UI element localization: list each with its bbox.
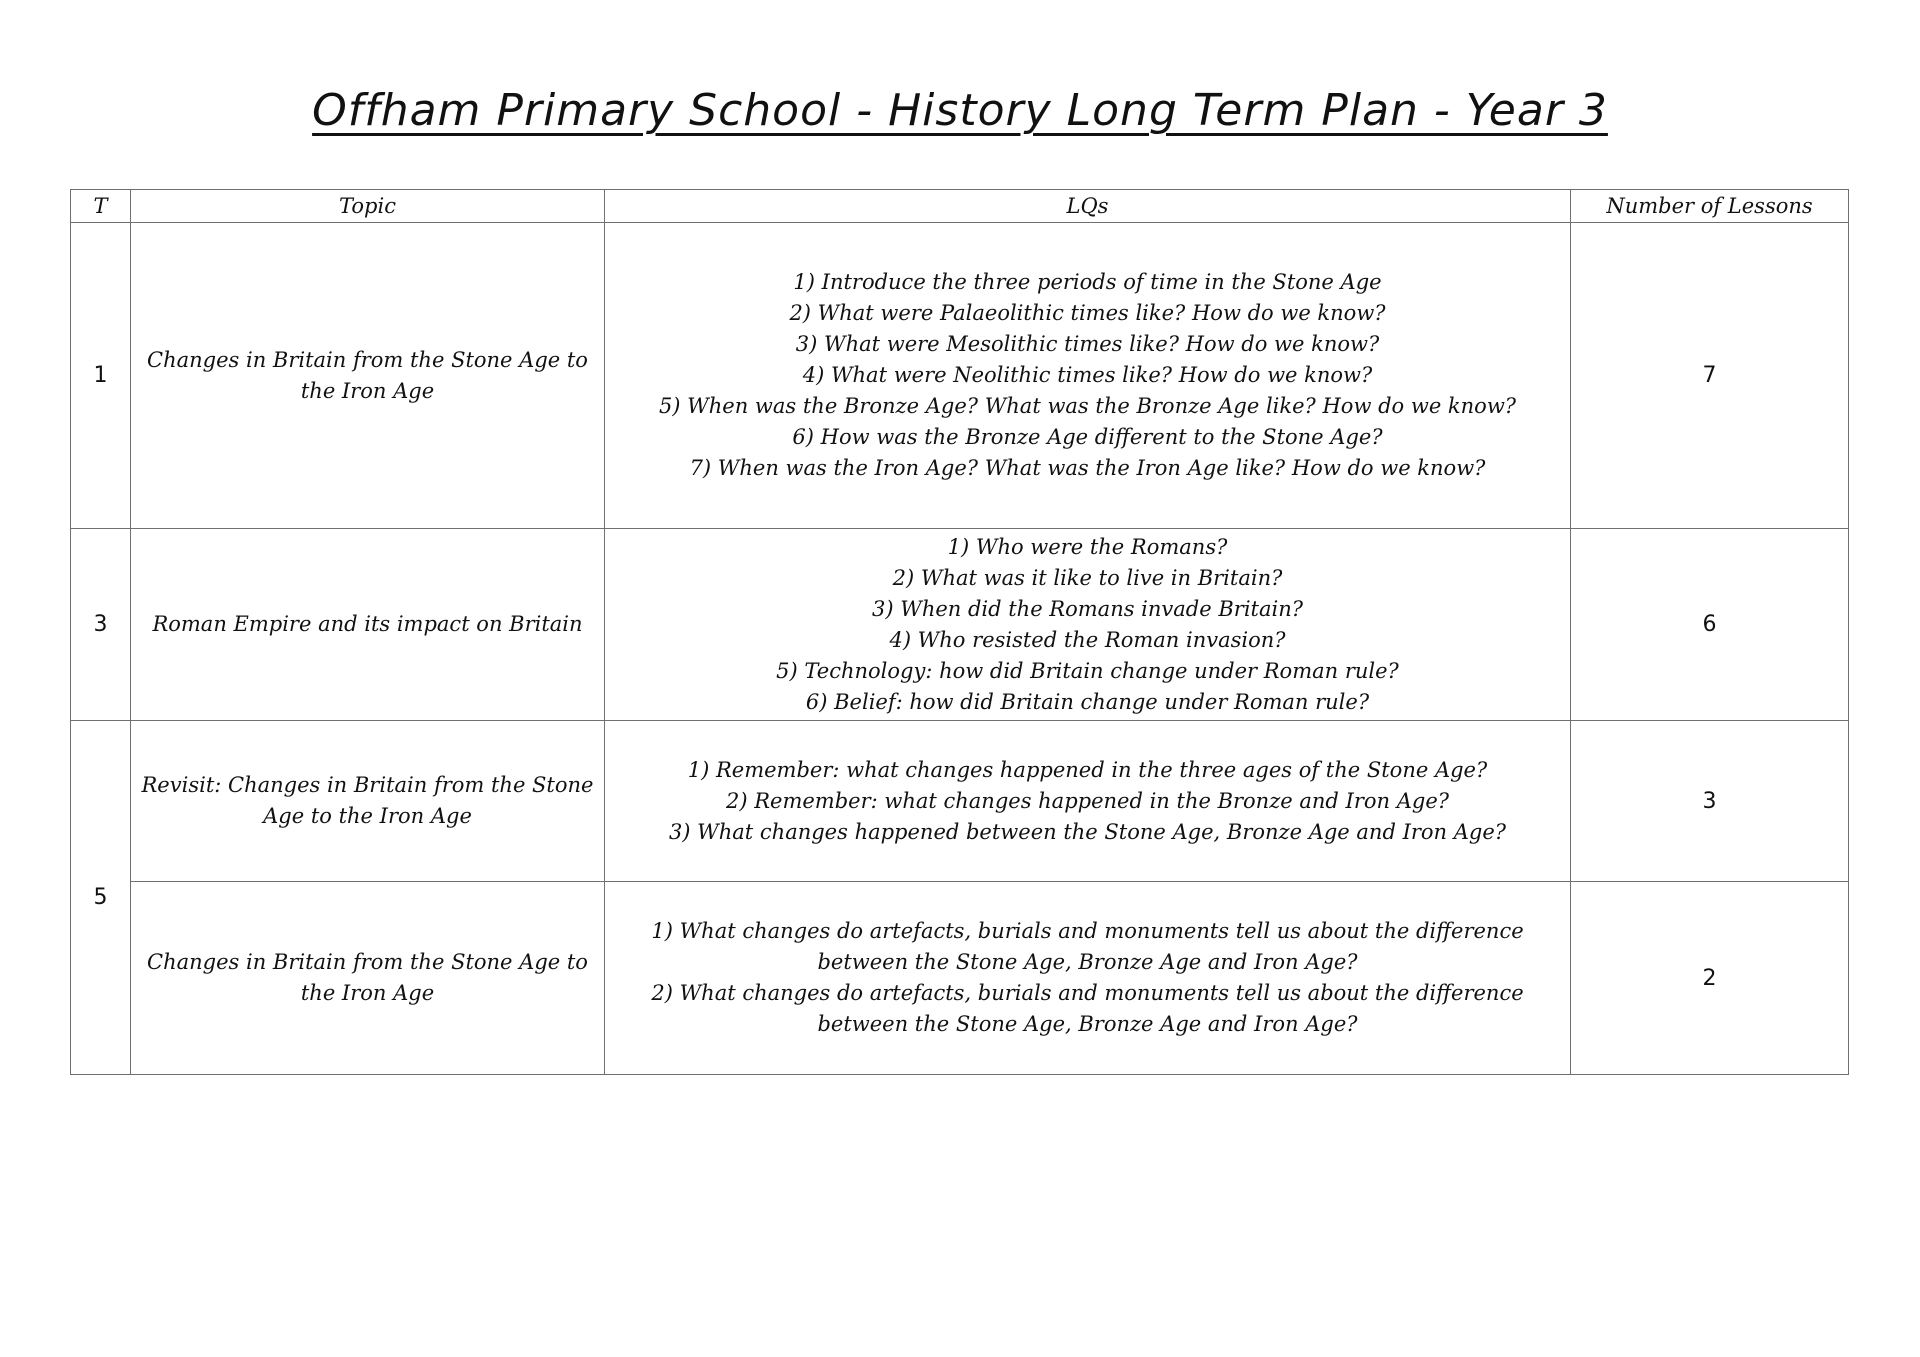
topic-cell: Roman Empire and its impact on Britain bbox=[131, 529, 605, 721]
table-row bbox=[71, 529, 1849, 721]
topic-cell: Changes in Britain from the Stone Age to the Iron Age bbox=[131, 882, 605, 1075]
term-cell: 5 bbox=[71, 721, 131, 1075]
lq-item: 6) Belief: how did Britain change under Roman rule? bbox=[805, 689, 1370, 714]
lq-item: 4) Who resisted the Roman invasion? bbox=[889, 627, 1286, 652]
lqs-cell bbox=[605, 882, 1571, 1075]
lqs-cell bbox=[605, 721, 1571, 882]
header-topic: Topic bbox=[131, 190, 605, 223]
lqs-cell bbox=[605, 529, 1571, 721]
topic-cell: Revisit: Changes in Britain from the Stone Age to the Iron Age bbox=[131, 721, 605, 882]
lq-item: 5) Technology: how did Britain change under Roman rule? bbox=[776, 658, 1399, 683]
lessons-count-cell: 7 bbox=[1571, 223, 1849, 529]
lq-item: 2) What was it like to live in Britain? bbox=[892, 565, 1283, 590]
table-header-row bbox=[71, 190, 1849, 223]
header-lqs: LQs bbox=[605, 190, 1571, 223]
lq-item: 1) Remember: what changes happened in the three ages of the Stone Age? bbox=[687, 757, 1488, 782]
lq-item: 2) What were Palaeolithic times like? How do we know? bbox=[789, 301, 1386, 325]
lq-item: 2) What changes do artefacts, burials and monuments tell us about the difference between the Stone Age, Bronze Age and Iron Age? bbox=[651, 981, 1524, 1036]
lq-item: 5) When was the Bronze Age? What was the Bronze Age like? How do we know? bbox=[658, 394, 1517, 418]
lq-item: 1) Who were the Romans? bbox=[947, 534, 1228, 559]
header-number-of-lessons: Number of Lessons bbox=[1571, 190, 1849, 223]
topic-cell: Changes in Britain from the Stone Age to the Iron Age bbox=[131, 223, 605, 529]
table-row bbox=[71, 721, 1849, 882]
table-row bbox=[71, 223, 1849, 529]
lq-item: 2) Remember: what changes happened in the Bronze and Iron Age? bbox=[725, 788, 1450, 813]
lq-item: 3) What were Mesolithic times like? How do we know? bbox=[795, 332, 1380, 356]
lq-item: 3) What changes happened between the Stone Age, Bronze Age and Iron Age? bbox=[668, 819, 1507, 844]
lq-item: 6) How was the Bronze Age different to the Stone Age? bbox=[792, 425, 1383, 449]
lq-item: 1) What changes do artefacts, burials and monuments tell us about the difference between the Stone Age, Bronze Age and Iron Age? bbox=[651, 919, 1524, 974]
term-cell: 1 bbox=[71, 223, 131, 529]
page-title bbox=[0, 78, 1920, 144]
lessons-count-cell: 3 bbox=[1571, 721, 1849, 882]
page-title-text: Offham Primary School - History Long Term Plan - Year 3 bbox=[312, 85, 1608, 136]
lq-item: 1) Introduce the three periods of time in the Stone Age bbox=[793, 270, 1382, 294]
lq-item: 4) What were Neolithic times like? How do we know? bbox=[802, 363, 1373, 387]
lessons-count-cell: 6 bbox=[1571, 529, 1849, 721]
lq-item: 3) When did the Romans invade Britain? bbox=[872, 596, 1303, 621]
lqs-cell bbox=[605, 223, 1571, 529]
long-term-plan-table bbox=[70, 189, 1849, 1075]
header-term: T bbox=[71, 190, 131, 223]
lessons-count-cell: 2 bbox=[1571, 882, 1849, 1075]
table-row bbox=[71, 882, 1849, 1075]
term-cell: 3 bbox=[71, 529, 131, 721]
lq-item: 7) When was the Iron Age? What was the Iron Age like? How do we know? bbox=[689, 456, 1486, 480]
